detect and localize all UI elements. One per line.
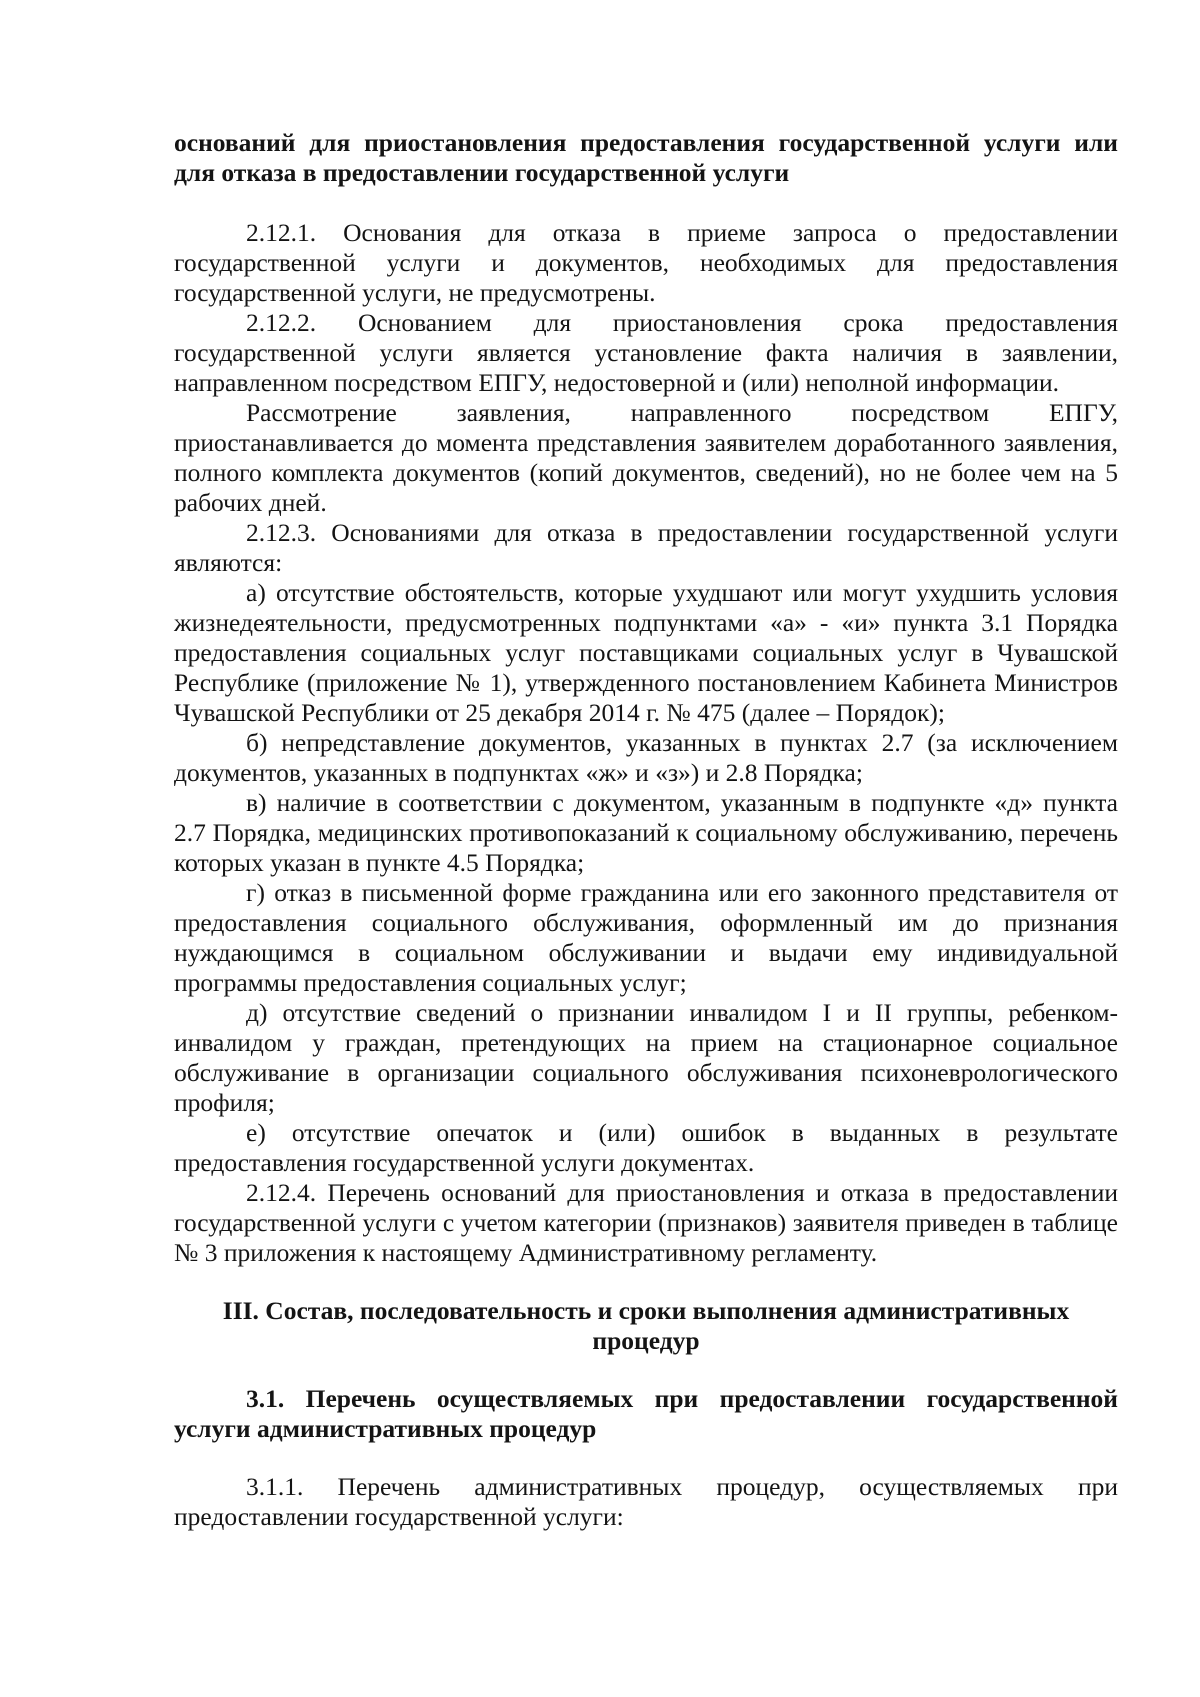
spacer — [174, 1268, 1118, 1296]
list-item-e: е) отсутствие опечаток и (или) ошибок в выданных в результате предоставления государственной услуги документах. — [174, 1118, 1118, 1177]
document-page — [174, 128, 1118, 1532]
paragraph-2-12-1: 2.12.1. Основания для отказа в приеме запроса о предоставлении государственной услуги и документов, необходимых для предоставления государственной услуги, не предусмотрены. — [174, 218, 1118, 307]
list-item-b: б) непредставление документов, указанных в пунктах 2.7 (за исключением документов, указанных в подпунктах «ж» и «з») и 2.8 Порядка; — [174, 728, 1118, 787]
list-item-v: в) наличие в соответствии с документом, указанным в подпункте «д» пункта 2.7 Порядка, медицинских противопоказаний к социальному обслуживанию, перечень которых указан в пункте 4.5 Порядка; — [174, 788, 1118, 877]
paragraph-3-1-1: 3.1.1. Перечень административных процедур, осуществляемых при предоставлении государственной услуги: — [174, 1472, 1118, 1531]
paragraph-2-12-2: 2.12.2. Основанием для приостановления срока предоставления государственной услуги является установление факта наличия в заявлении, направленном посредством ЕПГУ, недостоверной и (или) неполной информации. — [174, 308, 1118, 397]
section-heading-grounds: оснований для приостановления предоставления государственной услуги или для отказа в предоставлении государственной услуги — [174, 128, 1118, 187]
paragraph-suspension-review: Рассмотрение заявления, направленного посредством ЕПГУ, приостанавливается до момента представления заявителем доработанного заявления, полного комплекта документов (копий документов, сведений), но не более чем на 5 рабочих дней. — [174, 398, 1118, 517]
paragraph-2-12-4: 2.12.4. Перечень оснований для приостановления и отказа в предоставлении государственной услуги с учетом категории (признаков) заявителя приведен в таблице № 3 приложения к настоящему Административному регламенту. — [174, 1178, 1118, 1267]
subsection-3-1-heading: 3.1. Перечень осуществляемых при предоставлении государственной услуги административных процедур — [174, 1384, 1118, 1443]
spacer — [174, 1356, 1118, 1384]
list-item-a: а) отсутствие обстоятельств, которые ухудшают или могут ухудшить условия жизнедеятельности, предусмотренных подпунктами «а» - «и» пункта 3.1 Порядка предоставления социальных услуг поставщиками социальных услуг в Чувашской Республике (приложение № 1), утвержденного постановлением Кабинета Министров Чувашской Республики от 25 декабря 2014 г. № 475 (далее – Порядок); — [174, 578, 1118, 727]
spacer — [174, 1444, 1118, 1472]
section-3-heading: III. Состав, последовательность и сроки выполнения административных процедур — [222, 1296, 1070, 1355]
list-item-d: д) отсутствие сведений о признании инвалидом I и II группы, ребенком-инвалидом у граждан, претендующих на прием на стационарное социальное обслуживание в организации социального обслуживания психоневрологического профиля; — [174, 998, 1118, 1117]
list-item-g: г) отказ в письменной форме гражданина или его законного представителя от предоставления социального обслуживания, оформленный им до признания нуждающимся в социальном обслуживании и выдачи ему индивидуальной программы предоставления социальных услуг; — [174, 878, 1118, 997]
paragraph-2-12-3: 2.12.3. Основаниями для отказа в предоставлении государственной услуги являются: — [174, 518, 1118, 577]
spacer — [174, 188, 1118, 218]
